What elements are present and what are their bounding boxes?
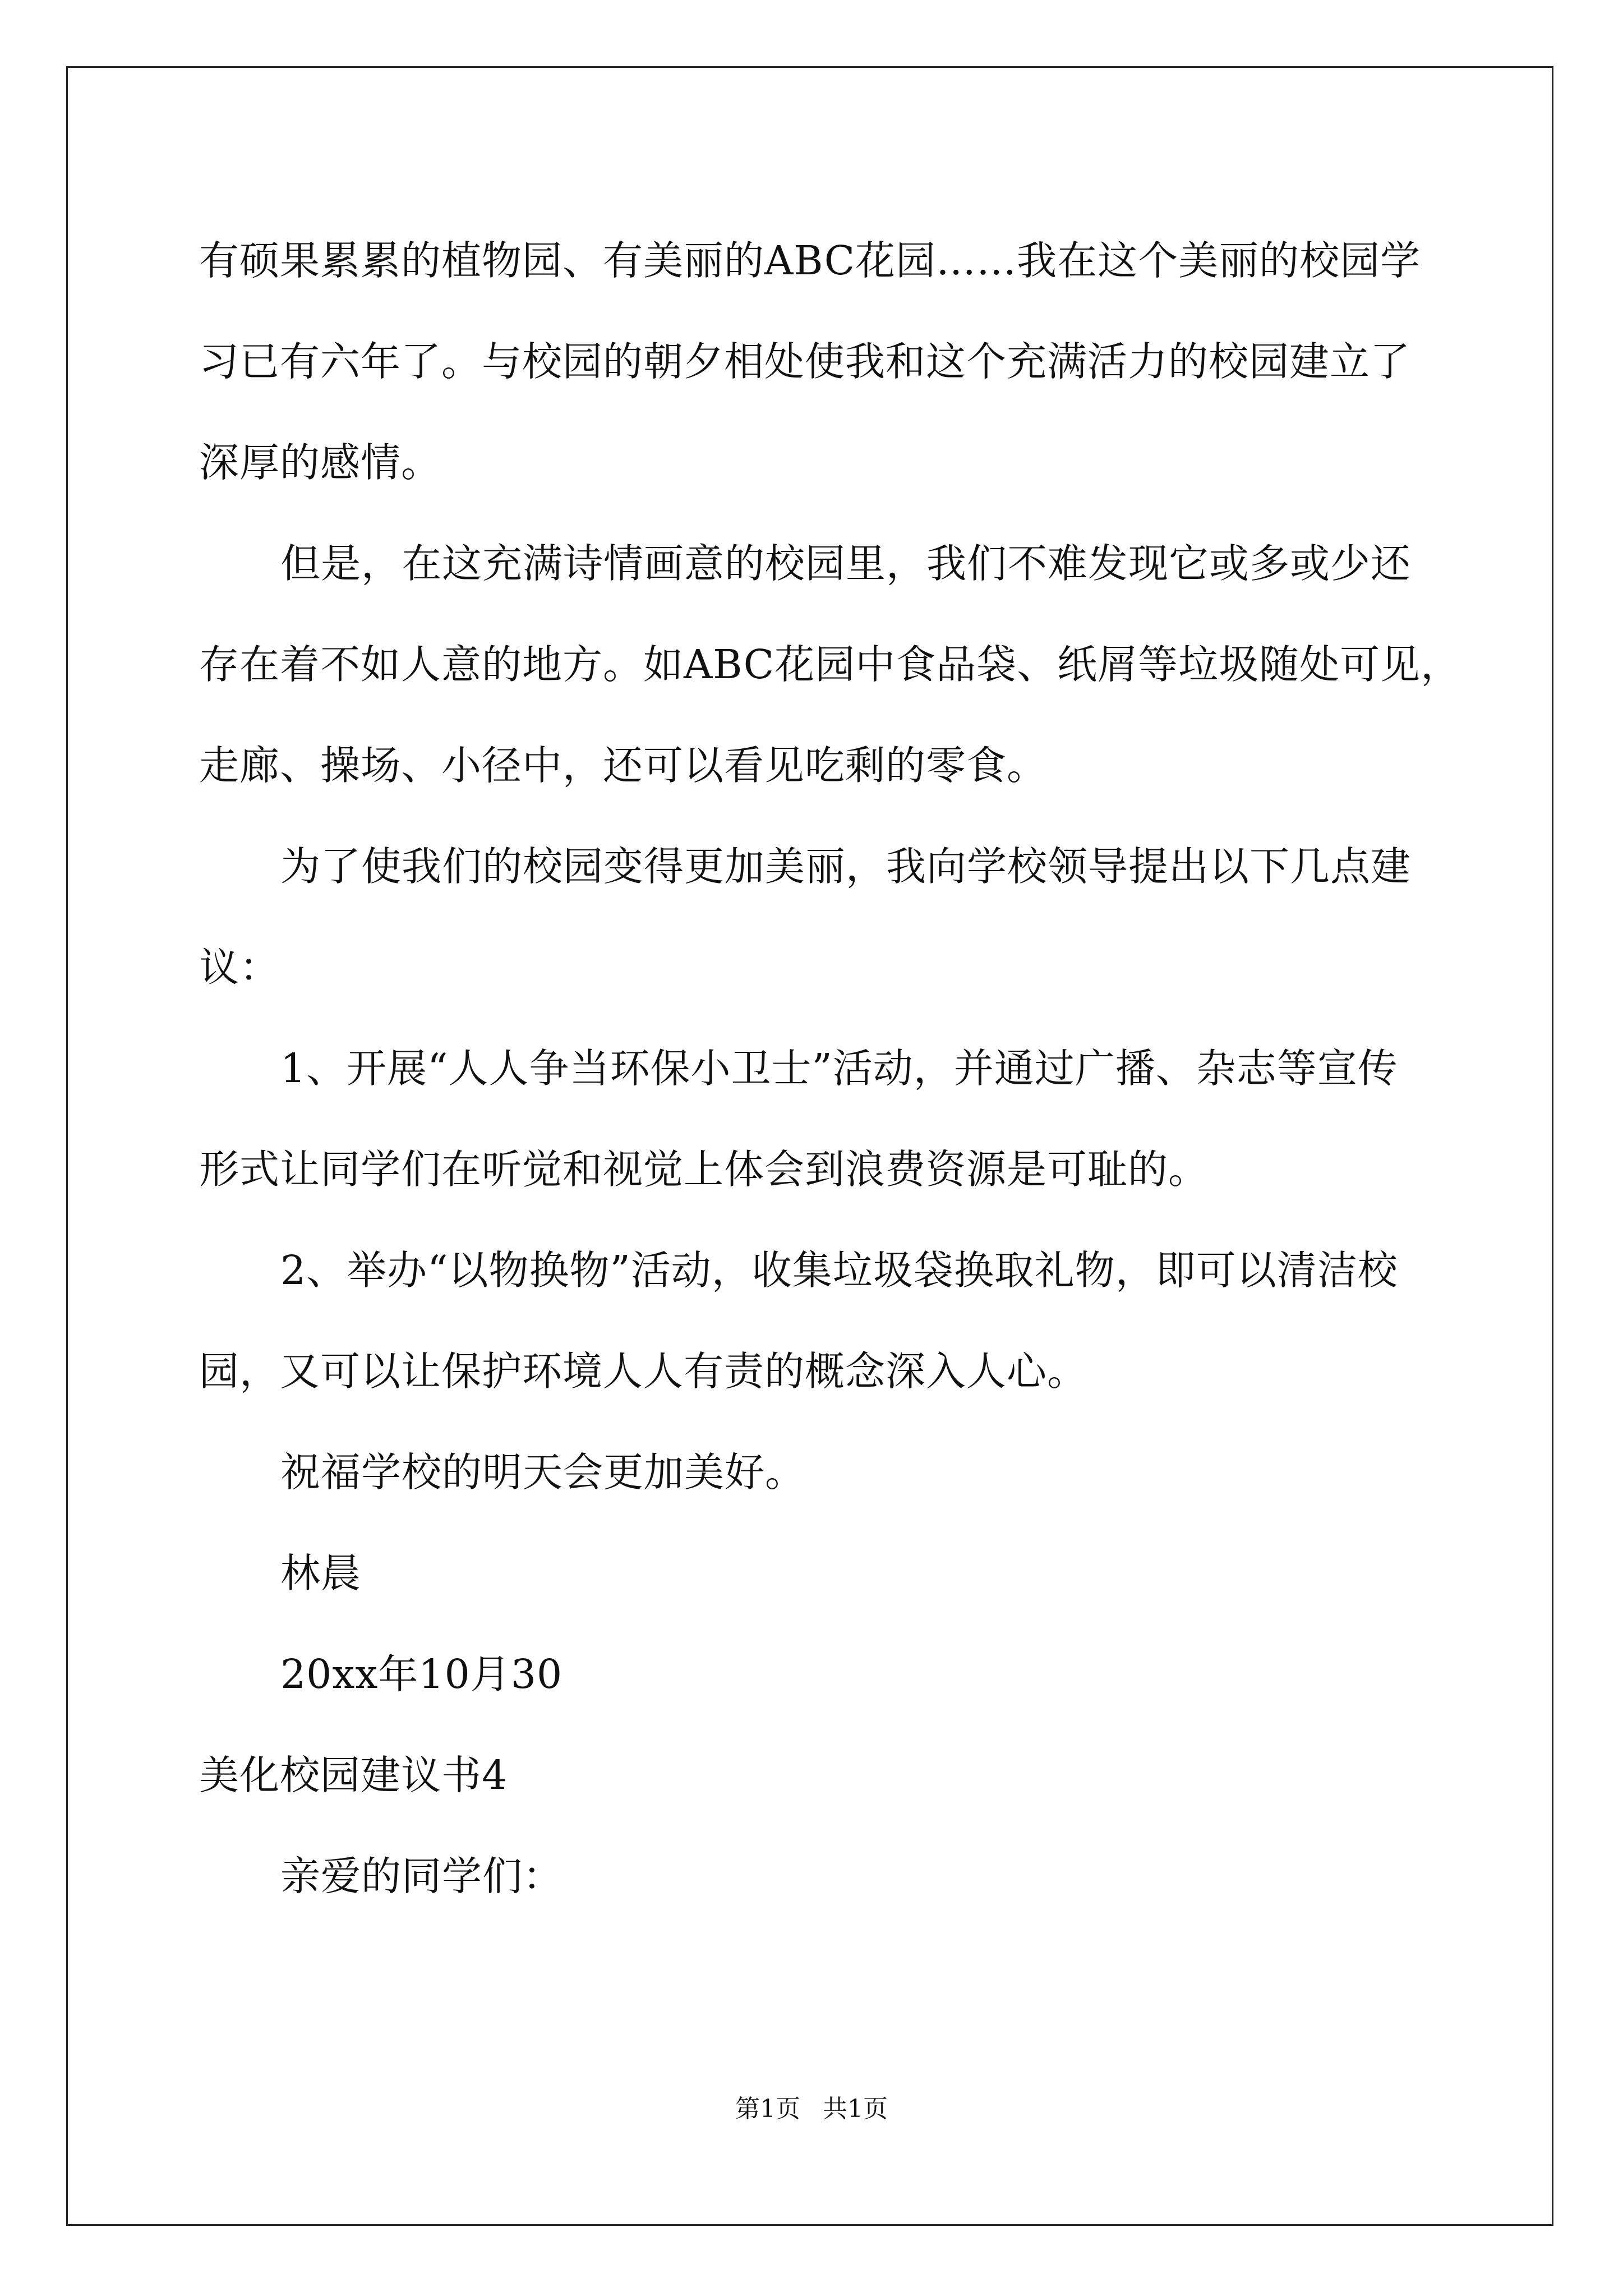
- page-footer: [0, 2092, 1623, 2126]
- text-line: 园，又可以让保护环境人人有责的概念深入人心。: [199, 1348, 1088, 1395]
- text-line: 形式让同学们在听觉和视觉上体会到浪费资源是可耻的。: [199, 1146, 1209, 1193]
- text-line: 为了使我们的校园变得更加美丽，我向学校领导提出以下几点建: [280, 843, 1412, 890]
- signature-name: 林晨: [280, 1550, 362, 1596]
- text-line: 存在着不如人意的地方。如ABC花园中食品袋、纸屑等垃圾随处可见，: [199, 641, 1461, 688]
- text-line: 有硕果累累的植物园、有美丽的ABC花园……我在这个美丽的校园学: [199, 237, 1421, 284]
- document-body: [199, 210, 1467, 1927]
- text-line: 深厚的感情。: [199, 439, 442, 486]
- text-line: 议：: [199, 944, 280, 991]
- text-line: 2、举办“以物换物”活动，收集垃圾袋换取礼物，即可以清洁校: [280, 1247, 1398, 1294]
- text-line: 走廊、操场、小径中，还可以看见吃剩的零食。: [199, 742, 1048, 789]
- page-total: 共1页: [823, 2095, 888, 2123]
- section-heading: 美化校园建议书4: [199, 1752, 508, 1798]
- closing-wish: 祝福学校的明天会更加美好。: [280, 1449, 806, 1496]
- text-line: 习已有六年了。与校园的朝夕相处使我和这个充满活力的校园建立了: [199, 338, 1411, 385]
- signature-date: 20xx年10月30: [280, 1651, 563, 1697]
- text-line: 1、开展“人人争当环保小卫士”活动，并通过广播、杂志等宣传: [280, 1045, 1398, 1092]
- salutation: 亲爱的同学们：: [280, 1853, 564, 1899]
- text-line: 但是，在这充满诗情画意的校园里，我们不难发现它或多或少还: [280, 540, 1412, 587]
- page-number: 第1页: [735, 2095, 800, 2123]
